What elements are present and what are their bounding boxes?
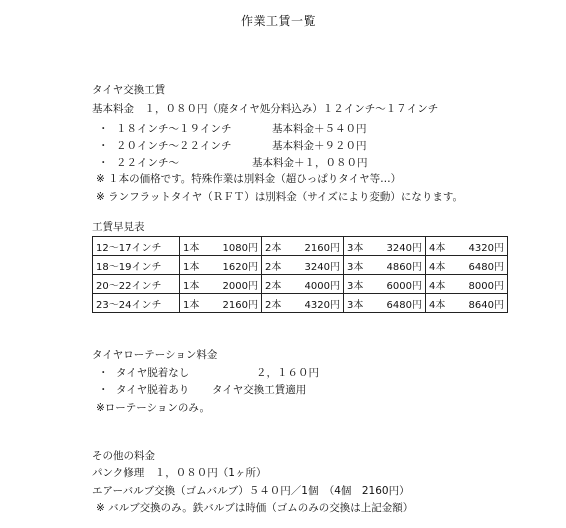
count-label: 2本 (265, 299, 282, 311)
rotation-item-price: タイヤ交換工賃適用 (212, 384, 307, 396)
count-label: 1本 (183, 280, 200, 292)
tire-change-item-range: ２０インチ〜２２インチ (116, 140, 232, 152)
bullet-mark: ・ (98, 384, 109, 396)
amount-label: 4320円 (468, 242, 504, 254)
price-cell (180, 256, 262, 275)
count-label: 3本 (347, 261, 364, 273)
amount-label: 2160円 (304, 242, 340, 254)
price-cell (426, 256, 508, 275)
count-label: 4本 (429, 242, 446, 254)
count-label: 3本 (347, 280, 364, 292)
price-cell (344, 275, 426, 294)
tire-change-item-price: 基本料金＋９２０円 (272, 140, 367, 152)
price-cell (180, 294, 262, 313)
tire-change-heading: タイヤ交換工賃 (92, 84, 166, 96)
quick-table-heading: 工賃早見表 (92, 221, 145, 233)
rotation-item-label: タイヤ脱着なし (116, 367, 190, 379)
count-label: 2本 (265, 280, 282, 292)
tire-change-item (98, 156, 179, 170)
range-cell: 12〜17インチ (93, 237, 180, 256)
tire-change-item-range: ２２インチ〜 (116, 157, 179, 169)
valve-note: ※ バルブ交換のみ。鉄バルブは時価（ゴムのみの交換は上記金額） (96, 502, 414, 514)
count-label: 1本 (183, 299, 200, 311)
amount-label: 6000円 (386, 280, 422, 292)
price-cell (180, 275, 262, 294)
count-label: 3本 (347, 299, 364, 311)
page-title: 作業工賃一覧 (241, 14, 317, 28)
bullet-mark: ・ (98, 123, 109, 135)
count-label: 2本 (265, 261, 282, 273)
range-cell: 23〜24インチ (93, 294, 180, 313)
tire-change-note: ※ ランフラットタイヤ（ＲＦＴ）は別料金（サイズにより変動）になります。 (96, 191, 464, 203)
price-cell (426, 237, 508, 256)
price-cell (180, 237, 262, 256)
range-cell: 18〜19インチ (93, 256, 180, 275)
tire-change-base-price: 基本料金 １，０８０円（廃タイヤ処分料込み）１２インチ〜１７インチ (92, 103, 439, 115)
count-label: 3本 (347, 242, 364, 254)
amount-label: 4000円 (304, 280, 340, 292)
rotation-note: ※ローテーションのみ。 (96, 402, 211, 414)
count-label: 1本 (183, 242, 200, 254)
rotation-item (98, 383, 189, 397)
count-label: 2本 (265, 242, 282, 254)
other-fees-heading: その他の料金 (92, 450, 155, 462)
amount-label: 3240円 (304, 261, 340, 273)
tire-change-item-price: 基本料金＋１，０８０円 (252, 157, 368, 169)
amount-label: 2000円 (222, 280, 258, 292)
amount-label: 1080円 (222, 242, 258, 254)
price-cell (344, 256, 426, 275)
price-cell (262, 237, 344, 256)
price-cell (344, 237, 426, 256)
tire-change-note: ※ １本の価格です。特殊作業は別料金（超ひっぱりタイヤ等…） (96, 173, 402, 185)
table-row (93, 256, 508, 275)
amount-label: 8640円 (468, 299, 504, 311)
tire-change-item-price: 基本料金＋５４０円 (272, 123, 367, 135)
count-label: 1本 (183, 261, 200, 273)
amount-label: 1620円 (222, 261, 258, 273)
amount-label: 2160円 (222, 299, 258, 311)
price-cell (262, 294, 344, 313)
table-row (93, 294, 508, 313)
rotation-heading: タイヤローテーション料金 (92, 349, 218, 361)
bullet-mark: ・ (98, 367, 109, 379)
tire-change-item (98, 122, 232, 136)
rotation-item-price: ２，１６０円 (256, 367, 319, 379)
puncture-repair-line: パンク修理 １，０８０円（1ヶ所） (92, 467, 267, 479)
price-cell (262, 275, 344, 294)
amount-label: 4320円 (304, 299, 340, 311)
count-label: 4本 (429, 261, 446, 273)
table-row (93, 237, 508, 256)
tire-change-item (98, 139, 232, 153)
air-valve-line: エアーバルブ交換（ゴムバルブ）５４０円／1個 （4個 2160円） (92, 485, 410, 497)
amount-label: 8000円 (468, 280, 504, 292)
tire-change-item-range: １８インチ〜１９インチ (116, 123, 232, 135)
price-cell (344, 294, 426, 313)
bullet-mark: ・ (98, 157, 109, 169)
price-cell (426, 294, 508, 313)
price-cell (262, 256, 344, 275)
bullet-mark: ・ (98, 140, 109, 152)
amount-label: 3240円 (386, 242, 422, 254)
count-label: 4本 (429, 280, 446, 292)
rotation-item-label: タイヤ脱着あり (116, 384, 190, 396)
table-row (93, 275, 508, 294)
amount-label: 6480円 (386, 299, 422, 311)
range-cell: 20〜22インチ (93, 275, 180, 294)
price-cell (426, 275, 508, 294)
rotation-item (98, 366, 189, 380)
amount-label: 4860円 (386, 261, 422, 273)
count-label: 4本 (429, 299, 446, 311)
amount-label: 6480円 (468, 261, 504, 273)
price-table (92, 236, 508, 313)
